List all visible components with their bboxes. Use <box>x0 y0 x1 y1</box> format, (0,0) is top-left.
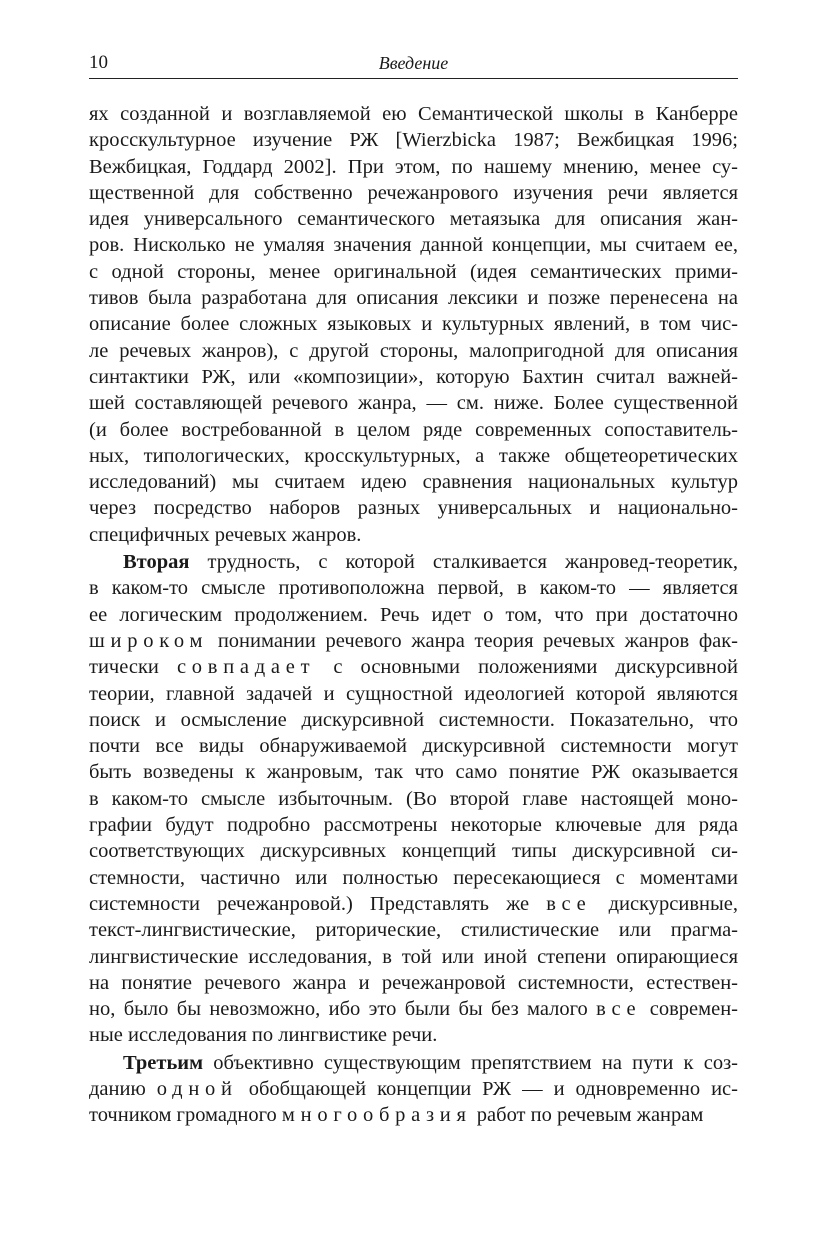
text-segment: кросскультурное изучение РЖ [Wierzbicka 1987; Вежбицкая 1996; <box>89 129 738 152</box>
text-segment: соответствующих дискурсивных концепций типы дискурсивной си- <box>89 840 738 863</box>
text-line <box>89 390 738 416</box>
running-title: Введение <box>378 53 449 73</box>
text-segment: работ по речевым жанрам <box>471 1104 704 1127</box>
spaced-emphasis: широком <box>89 629 209 652</box>
text-line <box>89 1102 738 1128</box>
text-line <box>89 101 738 127</box>
text-line <box>89 417 738 443</box>
text-segment: понимании речевого жанра теория речевых жанров фак- <box>208 629 738 652</box>
text-segment: лингвистические исследования, в той или иной степени опирающиеся <box>89 945 738 968</box>
text-line <box>89 1050 738 1076</box>
text-segment: современ- <box>641 998 738 1021</box>
text-line <box>89 127 738 153</box>
text-segment: ле речевых жанров), с другой стороны, малопригодной для описания <box>89 339 738 362</box>
text-segment: но, было бы невозможно, ибо это были бы без малого <box>89 998 597 1021</box>
text-segment: данию <box>89 1077 157 1100</box>
text-line <box>89 232 738 258</box>
text-line <box>89 733 738 759</box>
text-segment: графии будут подробно рассмотрены некоторые ключевые для ряда <box>89 814 738 837</box>
text-segment: синтактики РЖ, или «композиции», которую Бахтин считал важней- <box>89 365 738 388</box>
text-segment: на понятие речевого жанра и речежанровой системности, естествен- <box>89 971 738 994</box>
text-segment: ров. Нисколько не умаляя значения данной концепции, мы считаем ее, <box>89 234 738 257</box>
text-line <box>89 575 738 601</box>
text-segment: обобщающей концепции РЖ — и одновременно ис- <box>237 1077 738 1100</box>
text-segment: почти все виды обнаруживаемой дискурсивной системности могут <box>89 735 738 758</box>
text-line <box>89 1076 738 1102</box>
text-line <box>89 628 738 654</box>
text-segment: ных, типологических, кросскультурных, а также общетеоретических <box>89 444 738 467</box>
text-line <box>89 1022 738 1048</box>
text-segment: исследований) мы считаем идею сравнения национальных культур <box>89 471 738 494</box>
text-line <box>89 549 738 575</box>
text-segment: теории, главной задачей и сущностной идеологией которой являются <box>89 682 738 705</box>
text-line <box>89 786 738 812</box>
text-segment: трудность, с которой сталкивается жанровед-теоретик, <box>189 551 738 574</box>
text-segment: (и более востребованной в целом ряде современных сопоставитель- <box>89 418 738 441</box>
text-segment: текст-лингвистические, риторические, стилистические или прагма- <box>89 919 738 942</box>
text-line <box>89 707 738 733</box>
text-line <box>89 944 738 970</box>
text-line <box>89 206 738 232</box>
text-segment: ях созданной и возглавляемой ею Семантической школы в Канберре <box>89 103 738 125</box>
text-segment: щественной для собственно речежанрового изучения речи является <box>89 181 738 204</box>
text-segment: с одной стороны, менее оригинальной (идея семантических прими- <box>89 260 738 283</box>
paragraph <box>89 549 738 1049</box>
text-segment: описание более сложных языковых и культурных явлений, в том чис- <box>89 313 738 336</box>
page-header <box>89 48 738 79</box>
text-line <box>89 154 738 180</box>
text-line <box>89 602 738 628</box>
text-segment: в каком-то смысле избыточным. (Во второй главе настоящей моно- <box>89 787 738 810</box>
text-segment: объективно существующим препятствием на пути к соз- <box>203 1051 738 1074</box>
text-segment: с основными положениями дискурсивной <box>315 656 738 679</box>
text-segment: тически <box>89 656 177 679</box>
text-line <box>89 681 738 707</box>
text-segment: через посредство наборов разных универсальных и национально- <box>89 497 738 520</box>
paragraph <box>89 1050 738 1129</box>
text-segment: быть возведены к жанровым, так что само понятие РЖ оказывается <box>89 761 738 784</box>
bold-keyword: Вторая <box>123 551 190 574</box>
text-line <box>89 891 738 917</box>
text-segment: ее логическим продолжением. Речь идет о том, что при достаточно <box>89 603 738 626</box>
text-line <box>89 917 738 943</box>
text-line <box>89 338 738 364</box>
spaced-emphasis: все <box>596 998 642 1021</box>
text-line <box>89 180 738 206</box>
text-line <box>89 759 738 785</box>
text-segment: специфичных речевых жанров. <box>89 523 362 546</box>
spaced-emphasis: многообразия <box>281 1104 472 1127</box>
spaced-emphasis: одной <box>156 1077 238 1100</box>
text-segment: шей составляющей речевого жанра, — см. ниже. Более существенной <box>89 392 738 415</box>
spaced-emphasis: все <box>546 892 592 915</box>
body-text <box>89 101 738 1129</box>
text-line <box>89 443 738 469</box>
text-line <box>89 495 738 521</box>
text-line <box>89 838 738 864</box>
text-segment: идея универсального семантического метаязыка для описания жан- <box>89 208 738 231</box>
text-segment: точником громадного <box>89 1104 282 1127</box>
text-segment: тивов была разработана для описания лексики и позже перенесена на <box>89 287 738 310</box>
text-segment: Вежбицкая, Годдард 2002]. При этом, по нашему мнению, менее су- <box>89 155 738 178</box>
text-line <box>89 996 738 1022</box>
bold-keyword: Третьим <box>123 1051 204 1074</box>
text-segment: дискурсивные, <box>591 892 738 915</box>
text-line <box>89 812 738 838</box>
text-segment: поиск и осмысление дискурсивной системности. Показательно, что <box>89 708 738 731</box>
text-line <box>89 469 738 495</box>
book-page <box>89 48 738 1129</box>
text-segment: системности речежанровой.) Представлять же <box>89 892 547 915</box>
text-line <box>89 865 738 891</box>
text-line <box>89 970 738 996</box>
text-line <box>89 311 738 337</box>
text-line <box>89 364 738 390</box>
text-segment: ные исследования по лингвистике речи. <box>89 1024 438 1047</box>
text-segment: стемности, частично или полностью пересекающиеся с моментами <box>89 866 738 889</box>
spaced-emphasis: совпадает <box>176 656 316 679</box>
paragraph <box>89 101 738 548</box>
text-line <box>89 654 738 680</box>
text-line <box>89 522 738 548</box>
text-line <box>89 259 738 285</box>
page-number: 10 <box>89 52 108 73</box>
text-line <box>89 285 738 311</box>
text-segment: в каком-то смысле противоположна первой, в каком-то — является <box>89 577 738 600</box>
